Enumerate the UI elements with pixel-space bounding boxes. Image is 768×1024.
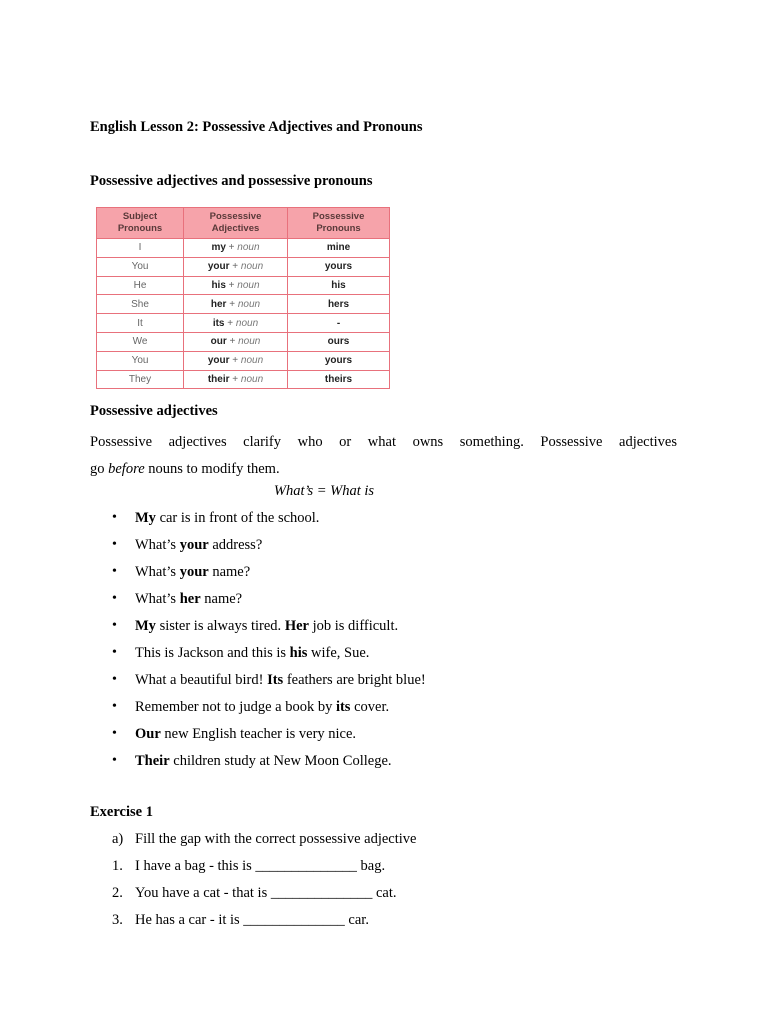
instruction-label: a) — [112, 831, 124, 847]
list-item: • My car is in front of the school. — [90, 509, 426, 536]
adjective-cell: our + noun — [184, 332, 288, 351]
list-item: • My sister is always tired. Her job is difficult. — [90, 617, 426, 644]
pronoun-cell: yours — [288, 351, 390, 370]
header-pronouns: Possessive Pronouns — [288, 208, 390, 239]
table-row — [97, 257, 390, 276]
list-item: • This is Jackson and this is his wife, Sue. — [90, 644, 426, 671]
adjective-cell: her + noun — [184, 295, 288, 314]
item-number: 1. — [112, 858, 123, 874]
subject-cell: You — [97, 351, 184, 370]
table-row — [97, 314, 390, 333]
list-item: • What’s your address? — [90, 536, 426, 563]
pronoun-cell: ours — [288, 332, 390, 351]
whats-note: What’s = What is — [273, 483, 375, 499]
pronoun-cell: yours — [288, 257, 390, 276]
exercise-heading: Exercise 1 — [90, 804, 153, 820]
list-item: • Remember not to judge a book by its cover. — [90, 698, 426, 725]
adjective-cell: my + noun — [184, 239, 288, 258]
pronoun-cell: - — [288, 314, 390, 333]
item-number: 2. — [112, 885, 123, 901]
table-row — [97, 351, 390, 370]
header-adjectives: Possessive Adjectives — [184, 208, 288, 239]
pronoun-cell: his — [288, 276, 390, 295]
list-item: • What a beautiful bird! Its feathers are bright blue! — [90, 671, 426, 698]
paragraph-line-2: go before nouns to modify them. — [90, 461, 280, 477]
adjective-cell: your + noun — [184, 257, 288, 276]
item-number: 3. — [112, 912, 123, 928]
adjective-cell: your + noun — [184, 351, 288, 370]
list-item: • What’s your name? — [90, 563, 426, 590]
subject-cell: She — [97, 295, 184, 314]
table-row — [97, 295, 390, 314]
instruction-text: Fill the gap with the correct possessive adjective — [135, 831, 417, 847]
pronoun-cell: theirs — [288, 370, 390, 389]
table-header-row — [97, 208, 390, 239]
item-text: You have a cat - that is ______________ cat. — [135, 885, 397, 901]
example-list — [90, 509, 426, 779]
page-title: English Lesson 2: Possessive Adjectives and Pronouns — [90, 119, 423, 135]
subject-cell: I — [97, 239, 184, 258]
section-heading: Possessive adjectives — [90, 403, 218, 419]
table-row — [97, 239, 390, 258]
subject-cell: You — [97, 257, 184, 276]
pronoun-table — [96, 207, 390, 389]
subject-cell: It — [97, 314, 184, 333]
subject-cell: We — [97, 332, 184, 351]
adjective-cell: his + noun — [184, 276, 288, 295]
intro-paragraph — [90, 429, 677, 483]
section-subtitle: Possessive adjectives and possessive pronouns — [90, 173, 373, 189]
table-row — [97, 370, 390, 389]
adjective-cell: its + noun — [184, 314, 288, 333]
table-row — [97, 276, 390, 295]
header-subject: Subject Pronouns — [97, 208, 184, 239]
table-row — [97, 332, 390, 351]
subject-cell: They — [97, 370, 184, 389]
pronoun-cell: hers — [288, 295, 390, 314]
paragraph-line-1: Possessive adjectives clarify who or what owns something. Possessive adjectives — [90, 434, 677, 450]
subject-cell: He — [97, 276, 184, 295]
list-item: • Our new English teacher is very nice. — [90, 725, 426, 752]
item-text: He has a car - it is ______________ car. — [135, 912, 369, 928]
adjective-cell: their + noun — [184, 370, 288, 389]
item-text: I have a bag - this is ______________ bag. — [135, 858, 386, 874]
list-item: • Their children study at New Moon College. — [90, 752, 426, 779]
list-item: • What’s her name? — [90, 590, 426, 617]
pronoun-cell: mine — [288, 239, 390, 258]
